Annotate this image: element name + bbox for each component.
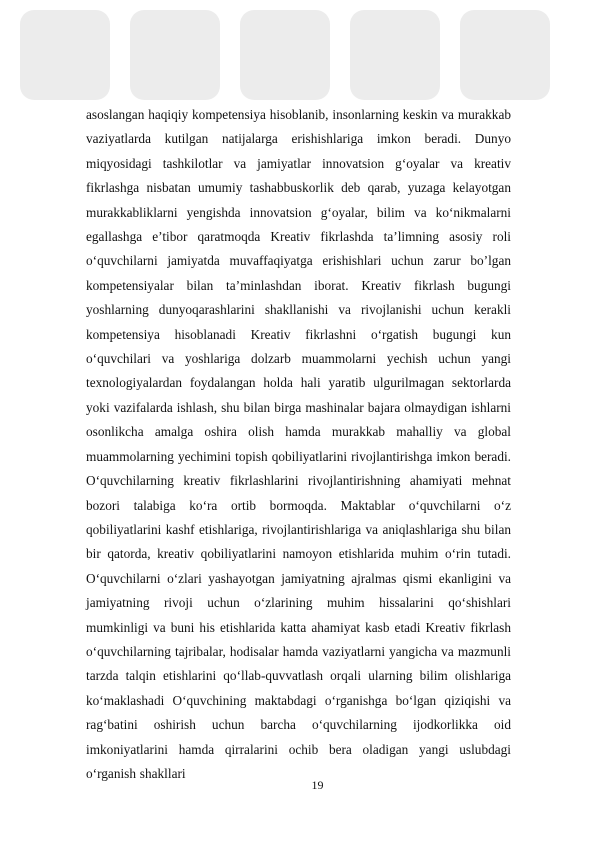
body-paragraph: asoslangan haqiqiy kompetensiya hisoblanib, insonlarning keskin va murakkab vaziyatlarda kutilgan natijalarga erishishlariga imkon beradi. Dunyo miqyosidagi tashkilotlar va jamiyatlar innovatsion g‘oyalar va kreativ fikrlashga nisbatan umumiy tashabbuskorlik deb qarab, yuzaga kelayotgan murakkabliklarni yengishda innovatsion g‘oyalar, bilim va ko‘nikmalarni egallashga e’tibor qaratmoqda Kreativ fikrlashda ta’limning asosiy roli o‘quvchilarni jamiyatda muvaffaqiyatga erishishlari uchun zarur bo’lgan kompetensiyalar bilan ta’minlashdan iborat. Kreativ fikrlash bugungi yoshlarning dunyoqarashlarini shakllanishi va rivojlanishi uchun kerakli kompetensiya hisoblanadi Kreativ fikrlashni o‘rgatish bugungi kun o‘quvchilari va yoshlariga dolzarb muammolarni yechish uchun yangi texnologiyalardan foydalangan holda hali yaratib ulgurilmagan sektorlarda yoki vazifalarda ishlash, shu bilan birga mashinalar bajara olmaydigan ishlarni osonlikcha amalga oshira olish hamda murakkab mahalliy va global muammolarning yechimini topish qobiliyatlarini rivojlantirishga imkon beradi. O‘quvchilarning kreativ fikrlashlarini rivojlantirishning ahamiyati mehnat bozori talabiga ko‘ra ortib bormoqda. Maktablar o‘quvchilarni o‘z qobiliyatlarini kashf etishlariga, rivojlantirishlariga va aniqlashlariga shu bilan bir qatorda, kreativ qobiliyatlarini namoyon etishlarida muhim o‘rin tutadi. O‘quvchilarni o‘zlari yashayotgan jamiyatning ajralmas qismi ekanligini va jamiyatning rivoji uchun o‘zlarining muhim hissalarini qo‘shishlari mumkinligi va buni his etishlarida katta ahamiyat kasb etadi Kreativ fikrlash o‘quvchilarning tajribalar, hodisalar hamda vaziyatlarni yangicha va mazmunli tarzda talqin etishlarini qo‘llab-quvvatlash orqali ularning bilim olishlariga ko‘maklashadi O‘quvchining maktabdagi o‘rganishga bo‘lgan qiziqishi va rag‘batini oshirish uchun barcha o‘quvchilarning ijodkorlikka oid imkoniyatlarini hamda qirralarini ochib bera oladigan yangi uslubdagi o‘rganish shakllari xyxy=(86,107,511,781)
page-number: 19 xyxy=(311,778,324,792)
